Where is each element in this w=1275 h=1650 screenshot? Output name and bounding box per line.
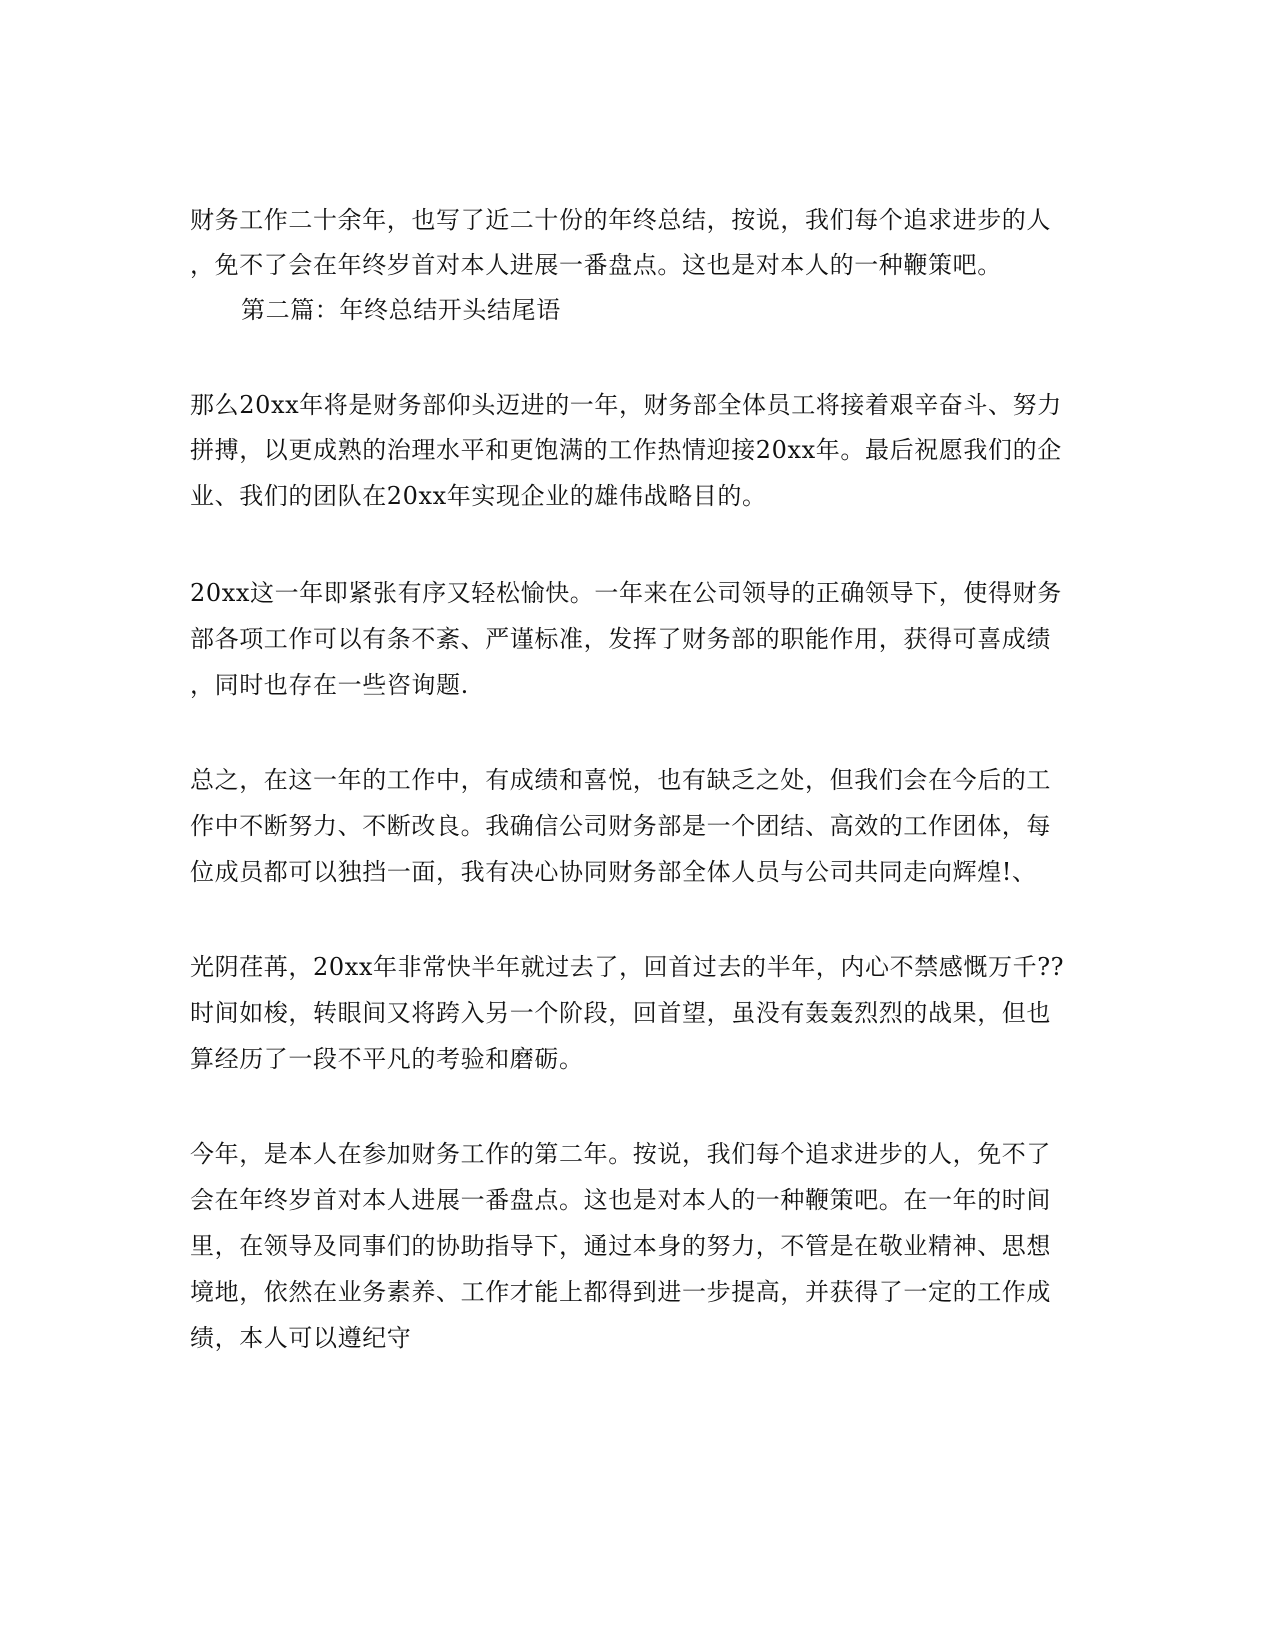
text-line: 业、我们的团队在20xx年实现企业的雄伟战略目的。 (190, 482, 767, 510)
text-line: 时间如梭，转眼间又将跨入另一个阶段，回首望，虽没有轰轰烈烈的战果，但也 (190, 999, 1051, 1027)
text-line: 财务工作二十余年，也写了近二十份的年终总结，按说，我们每个追求进步的人 (190, 206, 1051, 234)
text-line: 拼搏，以更成熟的治理水平和更饱满的工作热情迎接20xx年。最后祝愿我们的企 (190, 436, 1062, 464)
text-line: 境地，依然在业务素养、工作才能上都得到进一步提高，并获得了一定的工作成 (190, 1278, 1051, 1306)
text-line: 光阴荏苒，20xx年非常快半年就过去了，回首过去的半年，内心不禁感慨万千?? (190, 953, 1065, 981)
text-line: 那么20xx年将是财务部仰头迈进的一年，财务部全体员工将接着艰辛奋斗、努力 (190, 391, 1062, 419)
text-line: 今年，是本人在参加财务工作的第二年。按说，我们每个追求进步的人，免不了 (190, 1140, 1051, 1168)
text-line: 总之，在这一年的工作中，有成绩和喜悦，也有缺乏之处，但我们会在今后的工 (190, 766, 1051, 794)
text-line: ，免不了会在年终岁首对本人进展一番盘点。这也是对本人的一种鞭策吧。 (190, 251, 1002, 279)
text-line: 位成员都可以独挡一面，我有决心协同财务部全体人员与公司共同走向辉煌!、 (190, 858, 1037, 886)
text-line: ，同时也存在一些咨询题. (190, 671, 469, 699)
section-heading: 第二篇：年终总结开头结尾语 (241, 296, 561, 324)
text-line: 里，在领导及同事们的协助指导下，通过本身的努力，不管是在敬业精神、思想 (190, 1232, 1051, 1260)
text-line: 绩，本人可以遵纪守 (190, 1324, 412, 1352)
text-line: 算经历了一段不平凡的考验和磨砺。 (190, 1045, 584, 1073)
text-line: 作中不断努力、不断改良。我确信公司财务部是一个团结、高效的工作团体，每 (190, 812, 1051, 840)
text-line: 部各项工作可以有条不紊、严谨标准，发挥了财务部的职能作用，获得可喜成绩 (190, 625, 1051, 653)
text-line: 会在年终岁首对本人进展一番盘点。这也是对本人的一种鞭策吧。在一年的时间 (190, 1186, 1051, 1214)
text-line: 20xx这一年即紧张有序又轻松愉快。一年来在公司领导的正确领导下，使得财务 (190, 579, 1062, 607)
